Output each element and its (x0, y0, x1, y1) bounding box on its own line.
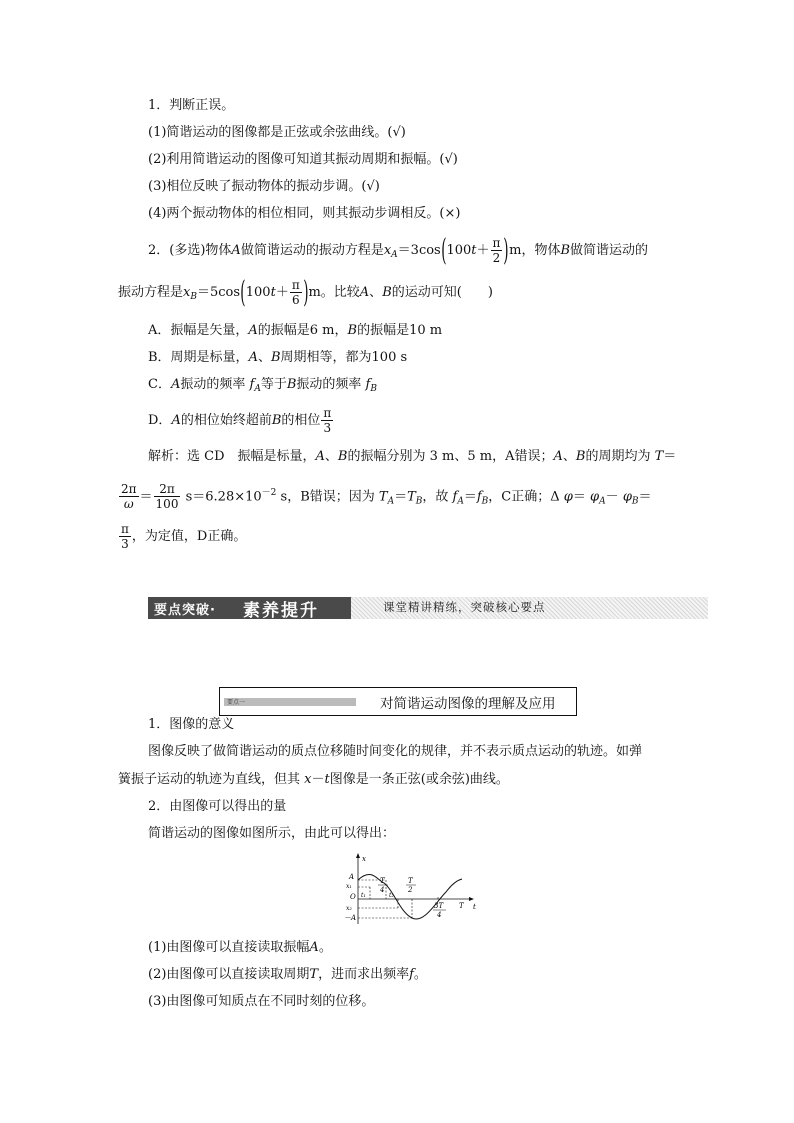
q2-option-c: C．A振动的频率 $f_A$等于B振动的频率 $f_B$ (148, 377, 377, 394)
graph-x1-label: x₁ (346, 883, 352, 890)
solution-line-2: $\frac{2\pi}{\omega}$ ＝ $\frac{2\pi}{100}$ $s=6.28\times 10^{-2}$ s，B错误；因为 $T_A=T_B$，故 $f_A=f_B$，C正确；Δ $\varphi= \varphi_A- \varphi_B=$ (121, 482, 652, 512)
sec1-paragraph-line2: 簧振子运动的轨迹为直线，但其 x－t图像是一条正弦(或余弦)曲线。 (118, 772, 509, 787)
q1-item-1: (1)简谐运动的图像都是正弦或余弦曲线。(√) (148, 125, 406, 140)
topic-badge: 要点一 (224, 698, 356, 706)
t-axis-arrow (469, 897, 474, 901)
graph-x-label: x (362, 855, 366, 863)
graph-t-label: t (473, 903, 476, 911)
solution-line-1: 解析：选 CD 振幅是标量，A、B的振幅分别为 3 m、5 m，A错误；A、B的周期均为 T＝ (148, 449, 677, 464)
shm-graph (342, 852, 478, 934)
q2-option-a: A．振幅是矢量，A的振幅是6 m，B的振幅是10 m (148, 323, 443, 338)
q2-stem-line2: 振动方程是$x_B=5\cos(100t+$ $\frac{\pi}{6}$ )m。比较A、B的运动可知( ) (118, 274, 493, 310)
solution-line-3: $\frac{\pi}{3}$ ，为定值，D正确。 (121, 522, 247, 551)
graph-negA-label: －A (344, 914, 357, 922)
sec2-item-1: (1)由图像可以直接读取振幅A。 (148, 940, 332, 955)
graph-threeT-den: 4 (437, 911, 442, 919)
q1-heading: 1．判断正误。 (148, 98, 235, 113)
graph-t1-label: t₁ (361, 892, 366, 899)
q2-option-d: D．A的相位始终超前B的相位 $\frac{\pi}{3}$ (148, 406, 332, 435)
sec1-heading: 1．图像的意义 (148, 717, 235, 732)
q1-item-2: (2)利用简谐运动的图像可知道其振动周期和振幅。(√) (148, 152, 458, 167)
q1-item-3: (3)相位反映了振动物体的振动步调。(√) (148, 179, 380, 194)
x-axis-arrow (356, 853, 360, 858)
topic-box (219, 687, 577, 716)
graph-origin-label: O (350, 893, 356, 901)
graph-t2-label: t₂ (389, 892, 394, 899)
graph-threeT-num: 3T (434, 902, 444, 910)
sec1-paragraph-line1: 图像反映了做简谐运动的质点位移随时间变化的规律，并不表示质点运动的轨迹。如弹 (148, 744, 643, 759)
topic-title: 对简谐运动图像的理解及应用 (380, 696, 556, 712)
graph-halfT-den: 2 (408, 886, 413, 894)
q1-item-4: (4)两个振动物体的相位相同，则其振动步调相反。(×) (148, 206, 461, 221)
sec2-item-2: (2)由图像可以直接读取周期T，进而求出频率f。 (148, 967, 427, 982)
graph-x2-label: x₂ (346, 905, 352, 912)
sec2-heading: 2．由图像可以得出的量 (148, 799, 287, 814)
q2-stem-line1: 2．(多选)物体A做简谐运动的振动方程是$x_A=3\cos(100t+$ $\frac{\pi}{2}$ )m，物体B做简谐运动的 (148, 232, 649, 268)
banner-title: 要点突破· 素养提升 (148, 597, 351, 619)
banner-tagline: 课堂精讲精练，突破核心要点 (383, 600, 546, 614)
sec2-intro: 简谐运动的图像如图所示，由此可以得出： (148, 826, 396, 841)
graph-quarterT-num: T (380, 877, 385, 885)
graph-T-label: T (459, 902, 464, 910)
graph-quarterT-den: 4 (380, 886, 385, 894)
graph-A-label: A (349, 873, 355, 881)
q2-option-b: B．周期是标量，A、B周期相等，都为100 s (148, 350, 408, 365)
graph-halfT-num: T (408, 877, 413, 885)
sec2-item-3: (3)由图像可知质点在不同时刻的位移。 (148, 994, 375, 1009)
section-banner (148, 597, 708, 619)
